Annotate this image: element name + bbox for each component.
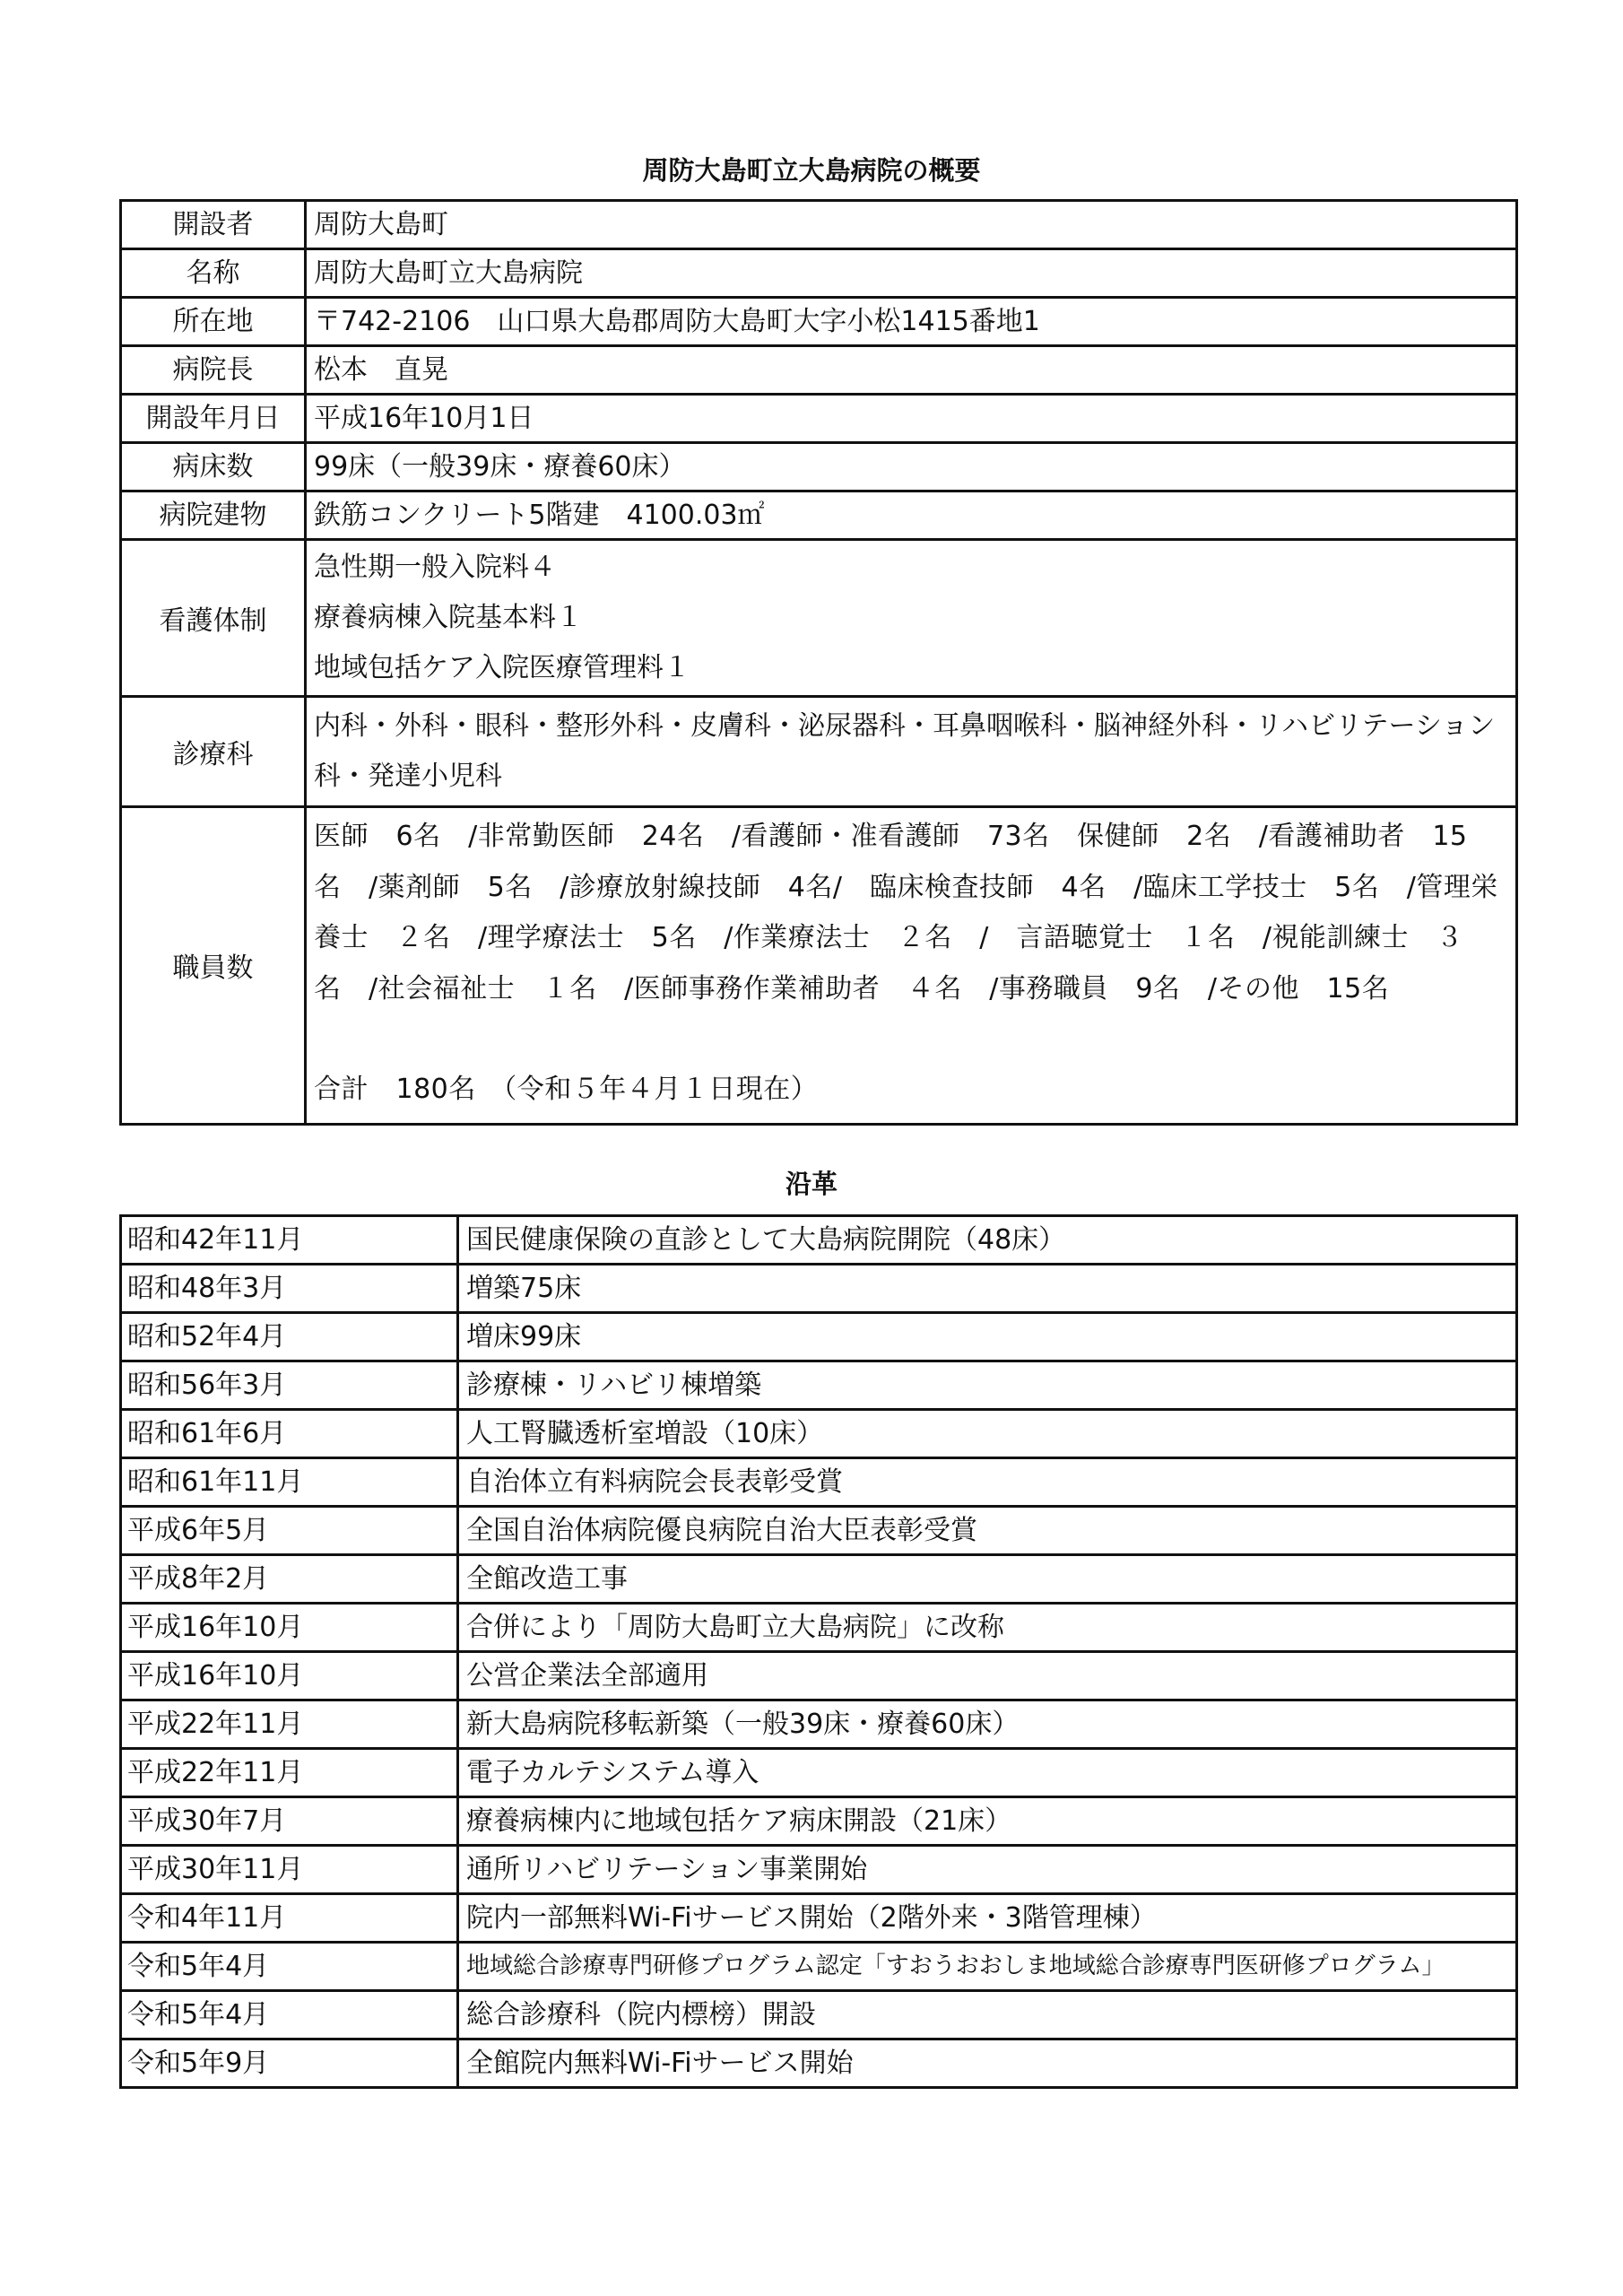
history-date: 令和4年11月 (121, 1894, 458, 1943)
history-title: 沿革 (785, 1169, 838, 1199)
history-date: 平成16年10月 (121, 1652, 458, 1700)
history-event: 国民健康保険の直診として大島病院開院（48床） (458, 1216, 1517, 1265)
opened-row (121, 395, 1517, 443)
history-date: 平成22年11月 (121, 1749, 458, 1797)
history-date: 昭和56年3月 (121, 1361, 458, 1410)
address-row (121, 298, 1517, 346)
history-date: 平成8年2月 (121, 1555, 458, 1604)
history-event: 通所リハビリテーション事業開始 (458, 1846, 1517, 1894)
staff-total: 合計 180名 （令和５年４月１日現在） (314, 1074, 819, 1105)
history-event: 診療棟・リハビリ棟増築 (458, 1361, 1517, 1410)
history-row (121, 2039, 1517, 2088)
history-event: 自治体立有料病院会長表彰受賞 (458, 1458, 1517, 1507)
staff-row (121, 807, 1517, 1125)
history-date: 昭和42年11月 (121, 1216, 458, 1265)
history-event: 全館院内無料Wi-Fiサービス開始 (458, 2039, 1517, 2088)
history-date: 平成30年7月 (121, 1797, 458, 1846)
nursing-label: 看護体制 (121, 540, 306, 697)
history-row (121, 1361, 1517, 1410)
director-row (121, 346, 1517, 395)
history-table (119, 1214, 1518, 2089)
staff-label: 職員数 (121, 807, 306, 1125)
history-date: 令和5年4月 (121, 1943, 458, 1991)
history-event: 新大島病院移転新築（一般39床・療養60床） (458, 1700, 1517, 1749)
opened-label: 開設年月日 (121, 395, 306, 443)
building-value: 鉄筋コンクリート5階建 4100.03㎡ (306, 491, 1517, 540)
history-event: 療養病棟内に地域包括ケア病床開設（21床） (458, 1797, 1517, 1846)
history-date: 令和5年9月 (121, 2039, 458, 2088)
history-event: 電子カルテシステム導入 (458, 1749, 1517, 1797)
history-date: 平成30年11月 (121, 1846, 458, 1894)
history-date: 昭和48年3月 (121, 1265, 458, 1313)
founder-label: 開設者 (121, 201, 306, 249)
history-row (121, 1894, 1517, 1943)
building-row (121, 491, 1517, 540)
history-event: 人工腎臓透析室増設（10床） (458, 1410, 1517, 1458)
overview-title: 周防大島町立大島病院の概要 (642, 155, 981, 186)
history-date: 平成16年10月 (121, 1604, 458, 1652)
history-event: 全館改造工事 (458, 1555, 1517, 1604)
history-row (121, 1604, 1517, 1652)
opened-value: 平成16年10月1日 (306, 395, 1517, 443)
address-label: 所在地 (121, 298, 306, 346)
history-row (121, 1507, 1517, 1555)
address-value: 〒742-2106 山口県大島郡周防大島町大字小松1415番地1 (306, 298, 1517, 346)
history-row (121, 1943, 1517, 1991)
founder-value: 周防大島町 (306, 201, 1517, 249)
beds-label: 病床数 (121, 443, 306, 491)
history-row (121, 1313, 1517, 1361)
director-label: 病院長 (121, 346, 306, 395)
name-row (121, 249, 1517, 298)
history-event: 公営企業法全部適用 (458, 1652, 1517, 1700)
history-row (121, 1555, 1517, 1604)
name-label: 名称 (121, 249, 306, 298)
history-row (121, 1846, 1517, 1894)
name-value: 周防大島町立大島病院 (306, 249, 1517, 298)
departments-row (121, 697, 1517, 807)
history-date: 昭和52年4月 (121, 1313, 458, 1361)
history-event: 全国自治体病院優良病院自治大臣表彰受賞 (458, 1507, 1517, 1555)
history-date: 平成6年5月 (121, 1507, 458, 1555)
nursing-row (121, 540, 1517, 697)
history-date: 令和5年4月 (121, 1991, 458, 2039)
departments-label: 診療科 (121, 697, 306, 807)
history-event: 総合診療科（院内標榜）開設 (458, 1991, 1517, 2039)
beds-value: 99床（一般39床・療養60床） (306, 443, 1517, 491)
history-row (121, 1216, 1517, 1265)
history-row (121, 1652, 1517, 1700)
staff-spacer (314, 1014, 1508, 1065)
staff-breakdown: 医師 6名 /非常勤医師 24名 /看護師・准看護師 73名 保健師 2名 /看護補助者 15名 /薬剤師 5名 /診療放射線技師 4名/ 臨床検査技師 4名 /臨床工学技士 5名 /管理栄養士 ２名 /理学療法士 5名 /作業療法士 ２名 / 言語聴覚士 １名 /視能訓練士 ３名 /社会福祉士 １名 /医師事務作業補助者 ４名 /事務職員 9名 /その他 15名 (314, 821, 1498, 1004)
history-event: 院内一部無料Wi-Fiサービス開始（2階外来・3階管理棟） (458, 1894, 1517, 1943)
history-date: 昭和61年11月 (121, 1458, 458, 1507)
history-event: 増築75床 (458, 1265, 1517, 1313)
founder-row (121, 201, 1517, 249)
history-date: 平成22年11月 (121, 1700, 458, 1749)
history-row (121, 1991, 1517, 2039)
history-row (121, 1749, 1517, 1797)
history-row (121, 1700, 1517, 1749)
history-event: 地域総合診療専門研修プログラム認定「すおうおおしま地域総合診療専門医研修プログラム」 (458, 1943, 1517, 1991)
history-row (121, 1797, 1517, 1846)
history-row (121, 1410, 1517, 1458)
nursing-line: 急性期一般入院料４ (314, 552, 556, 583)
nursing-value (306, 540, 1517, 697)
history-row (121, 1265, 1517, 1313)
nursing-line: 地域包括ケア入院医療管理料１ (314, 652, 690, 683)
nursing-line: 療養病棟入院基本料１ (314, 602, 583, 633)
director-value: 松本 直晃 (306, 346, 1517, 395)
beds-row (121, 443, 1517, 491)
building-label: 病院建物 (121, 491, 306, 540)
history-event: 合併により「周防大島町立大島病院」に改称 (458, 1604, 1517, 1652)
history-event: 増床99床 (458, 1313, 1517, 1361)
departments-value: 内科・外科・眼科・整形外科・皮膚科・泌尿器科・耳鼻咽喉科・脳神経外科・リハビリテーション科・発達小児科 (314, 710, 1496, 792)
overview-table (119, 199, 1518, 1126)
history-date: 昭和61年6月 (121, 1410, 458, 1458)
history-row (121, 1458, 1517, 1507)
